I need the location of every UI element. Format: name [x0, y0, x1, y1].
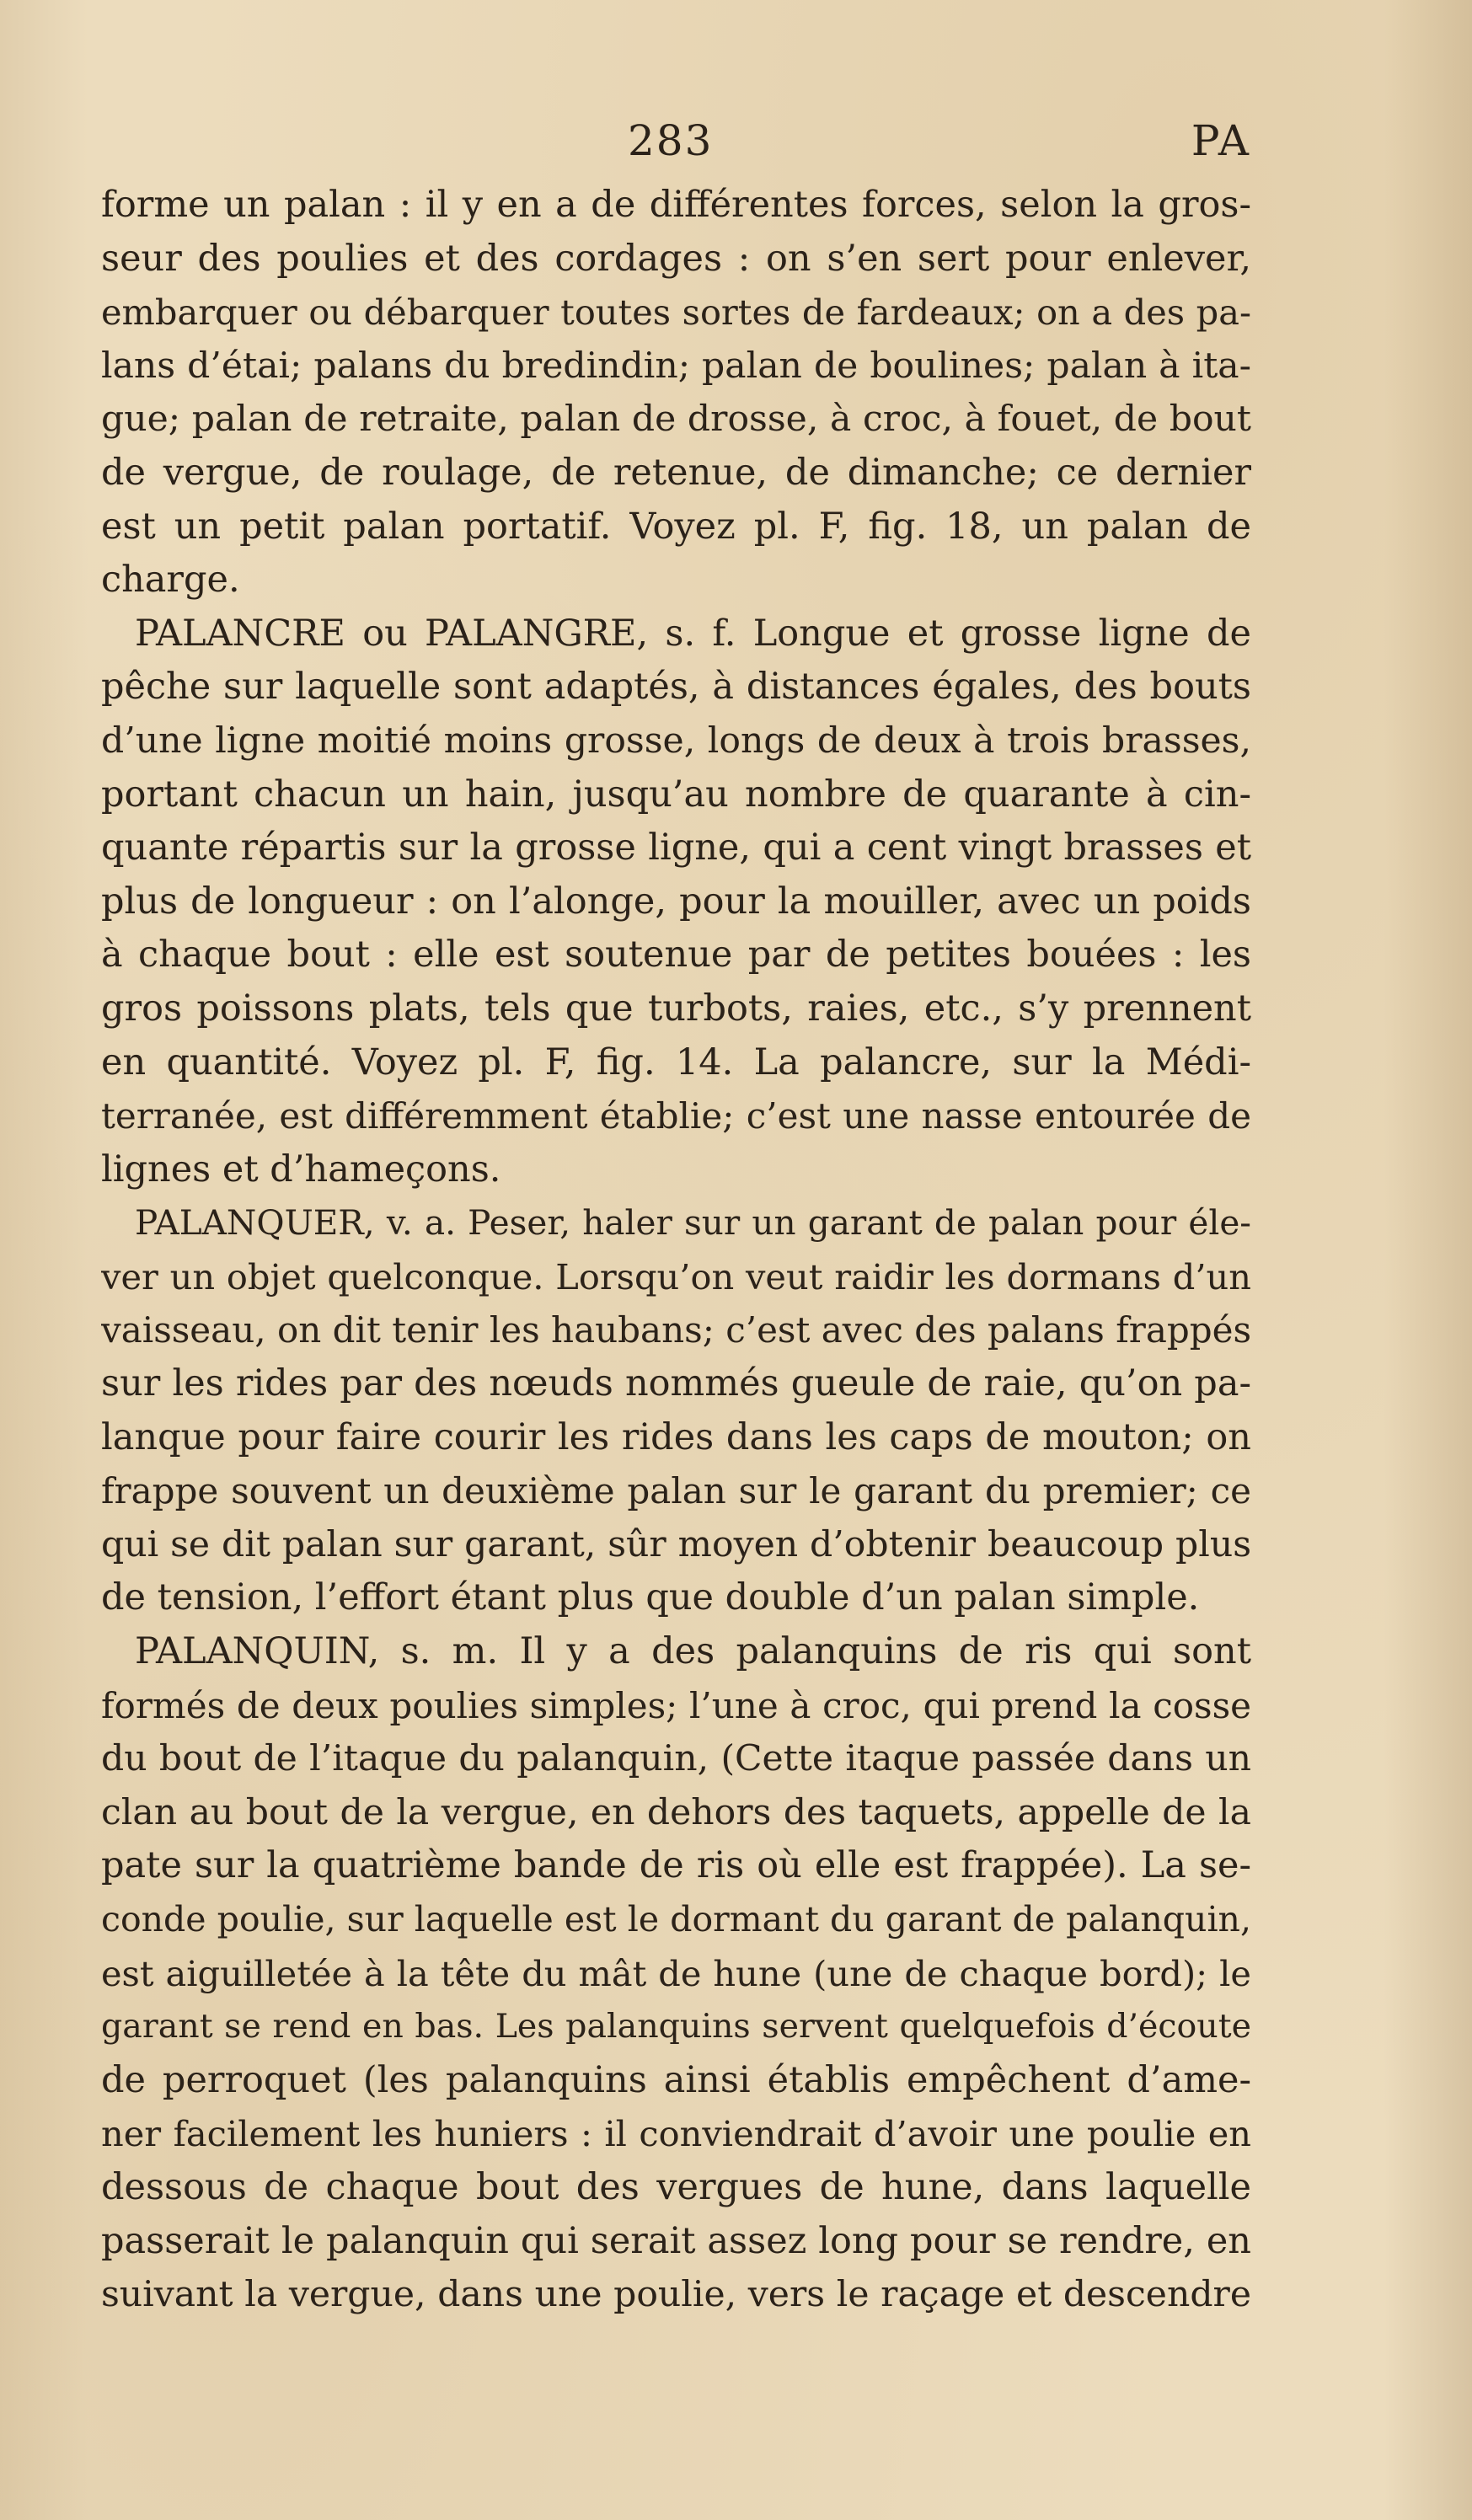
- text-line: qui se dit palan sur garant, sûr moyen d’obtenir beaucoup plus: [101, 1523, 1251, 1565]
- text-line: gros poissons plats, tels que turbots, raies, etc., s’y prennent: [101, 987, 1251, 1030]
- text-line: suivant la vergue, dans une poulie, vers le raçage et descendre: [101, 2274, 1251, 2316]
- text-line: de vergue, de roulage, de retenue, de dimanche; ce dernier: [101, 451, 1251, 494]
- text-line: du bout de l’itaque du palanquin, (Cette itaque passée dans un: [101, 1738, 1251, 1780]
- dictionary-text: [101, 179, 1251, 2322]
- text-line: ver un objet quelconque. Lorsqu’on veut raidir les dormans d’un: [101, 1255, 1251, 1297]
- text-line: lanque pour faire courir les rides dans les caps de mouton; on: [101, 1415, 1251, 1458]
- text-line: charge.: [101, 559, 240, 602]
- page-header: [101, 116, 1251, 175]
- text-line: embarquer ou débarquer toutes sortes de fardeaux; on a des pa-: [101, 292, 1251, 334]
- text-line: est un petit palan portatif. Voyez pl. F, fig. 18, un palan de: [101, 505, 1251, 548]
- text-line: seur des poulies et des cordages : on s’en sert pour enlever,: [101, 237, 1251, 280]
- text-line: de tension, l’effort étant plus que double d’un palan simple.: [101, 1576, 1200, 1619]
- running-head: PA: [1191, 116, 1251, 165]
- entry-headword-line: PALANQUER, v. a. Peser, haler sur un garant de palan pour éle-: [135, 1202, 1251, 1244]
- text-line: forme un palan : il y en a de différentes forces, selon la gros-: [101, 184, 1251, 226]
- text-line: frappe souvent un deuxième palan sur le garant du premier; ce: [101, 1470, 1251, 1512]
- text-line: dessous de chaque bout des vergues de hune, dans laquelle: [101, 2165, 1251, 2208]
- text-line: pate sur la quatrième bande de ris où elle est frappée). La se-: [101, 1844, 1251, 1887]
- text-line: conde poulie, sur laquelle est le dormant du garant de palanquin,: [101, 1899, 1251, 1939]
- text-line: formés de deux poulies simples; l’une à croc, qui prend la cosse: [101, 1684, 1251, 1726]
- text-line: d’une ligne moitié moins grosse, longs de deux à trois brasses,: [101, 720, 1251, 762]
- text-line: à chaque bout : elle est soutenue par de petites bouées : les: [101, 934, 1251, 976]
- text-line: est aiguilletée à la tête du mât de hune (une de chaque bord); le: [101, 1952, 1251, 1994]
- text-line: pêche sur laquelle sont adaptés, à distances égales, des bouts: [101, 666, 1251, 709]
- text-line: portant chacun un hain, jusqu’au nombre de quarante à cin-: [101, 773, 1251, 816]
- text-line: sur les rides par des nœuds nommés gueule de raie, qu’on pa-: [101, 1362, 1251, 1405]
- entry-headword-line: PALANCRE ou PALANGRE, s. f. Longue et grosse ligne de: [135, 612, 1251, 655]
- text-line: de perroquet (les palanquins ainsi établis empêchent d’ame-: [101, 2058, 1251, 2101]
- text-line: lans d’étai; palans du bredindin; palan de boulines; palan à ita-: [101, 345, 1251, 387]
- text-line: terranée, est différemment établie; c’est une nasse entourée de: [101, 1095, 1251, 1137]
- text-line: gue; palan de retraite, palan de drosse, à croc, à fouet, de bout: [101, 399, 1251, 441]
- text-line: vaisseau, on dit tenir les haubans; c’est avec des palans frappés: [101, 1309, 1251, 1351]
- text-line: passerait le palanquin qui serait assez long pour se rendre, en: [101, 2219, 1251, 2262]
- text-line: ner facilement les huniers : il conviendrait d’avoir une poulie en: [101, 2113, 1251, 2155]
- page-number: 283: [628, 116, 714, 165]
- text-line: plus de longueur : on l’alonge, pour la mouiller, avec un poids: [101, 880, 1251, 923]
- text-line: en quantité. Voyez pl. F, fig. 14. La palancre, sur la Médi-: [101, 1041, 1251, 1083]
- text-line: quante répartis sur la grosse ligne, qui a cent vingt brasses et: [101, 827, 1251, 869]
- text-line: lignes et d’hameçons.: [101, 1148, 501, 1190]
- text-line: garant se rend en bas. Les palanquins servent quelquefois d’écoute: [101, 2007, 1251, 2046]
- text-line: clan au bout de la vergue, en dehors des taquets, appelle de la: [101, 1791, 1251, 1833]
- entry-headword-line: PALANQUIN, s. m. Il y a des palanquins de ris qui sont: [135, 1630, 1251, 1673]
